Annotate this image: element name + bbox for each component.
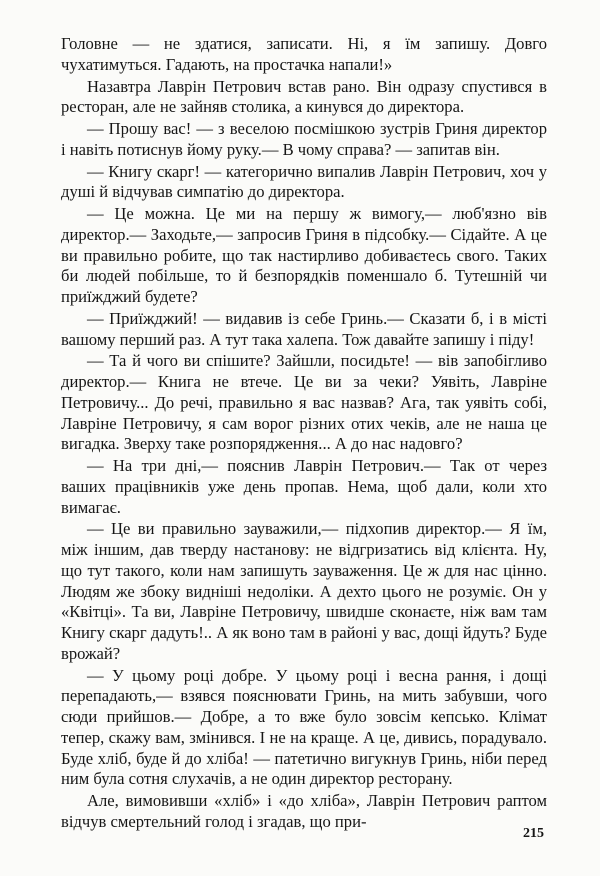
paragraph-2: Назавтра Лаврін Петрович встав рано. Він одразу спустився в ресторан, але не зайняв столика, а кинувся до директора. — [61, 76, 547, 117]
paragraph-7: — Та й чого ви спішите? Зайшли, посидьте! — вів запобігливо директор.— Книга не втече. Це ви за чеки? Уявіть, Лавріне Петровичу... До речі, правильно я вас назвав? Ага, так уявіть собі, Лавріне Петровичу, я сам ворог різних отих чеків, але не наша це вигадка. Зверху таке розпорядження... А до нас надовго? — [61, 351, 547, 454]
paragraph-11: Але, вимовивши «хліб» і «до хліба», Лаврін Петрович раптом відчув смертельний голод і згадав, що при- — [61, 791, 547, 831]
paragraph-4: — Книгу скарг! — категорично випалив Лаврін Петрович, хоч у душі й відчував симпатію до директора. — [61, 161, 547, 202]
paragraph-1: Головне — не здатися, записати. Ні, я їм запишу. Довго чухатимуться. Гадають, на простачка напали!» — [61, 34, 547, 74]
paragraph-5: — Це можна. Це ми на першу ж вимогу,— люб'язно вів директор.— Заходьте,— запросив Гриня в підсобку.— Сідайте. А це ви правильно робите, що так настирливо добиваєтесь свого. Таких би людей побільше, то й безпорядків поменшало б. Тутешній чи приїжджий будете? — [61, 204, 547, 306]
page-text — [61, 34, 547, 833]
paragraph-8: — На три дні,— пояснив Лаврін Петрович.— Так от через ваших працівників уже день пропав. Нема, щоб дали, коли хто вимагає. — [61, 456, 547, 517]
paragraph-10: — У цьому році добре. У цьому році і весна рання, і дощі перепадають,— взявся пояснювати Гринь, на мить забувши, чого сюди прийшов.— Добре, а то вже було зовсім кепсько. Клімат тепер, скажу вам, змінився. І не на краще. А це, дивись, порадувало. Буде хліб, буде й до хліба! — патетично вигукнув Гринь, ніби перед ним була сотня слухачів, а не один директор ресторану. — [61, 665, 547, 789]
paragraph-6: — Приїжджий! — видавив із себе Гринь.— Сказати б, і в місті вашому перший раз. А тут така халепа. Тож давайте запишу і піду! — [61, 308, 547, 349]
page-number: 215 — [523, 826, 544, 841]
paragraph-9: — Це ви правильно зауважили,— підхопив директор.— Я їм, між іншим, дав тверду настанову: не відгризатись від клієнта. Ну, що тут такого, коли нам запишуть зауваження. Це ж для нас цінно. Людям же збоку видніші недоліки. А дехто цього не розуміє. Он у «Квітці». Та ви, Лавріне Петровичу, швидше сконаєте, ніж вам там Книгу скарг дадуть!.. А як воно там в районі у вас, дощі йдуть? Буде врожай? — [61, 519, 547, 663]
paragraph-3: — Прошу вас! — з веселою посмішкою зустрів Гриня директор і навіть потиснув йому руку.— В чому справа? — запитав він. — [61, 119, 547, 159]
